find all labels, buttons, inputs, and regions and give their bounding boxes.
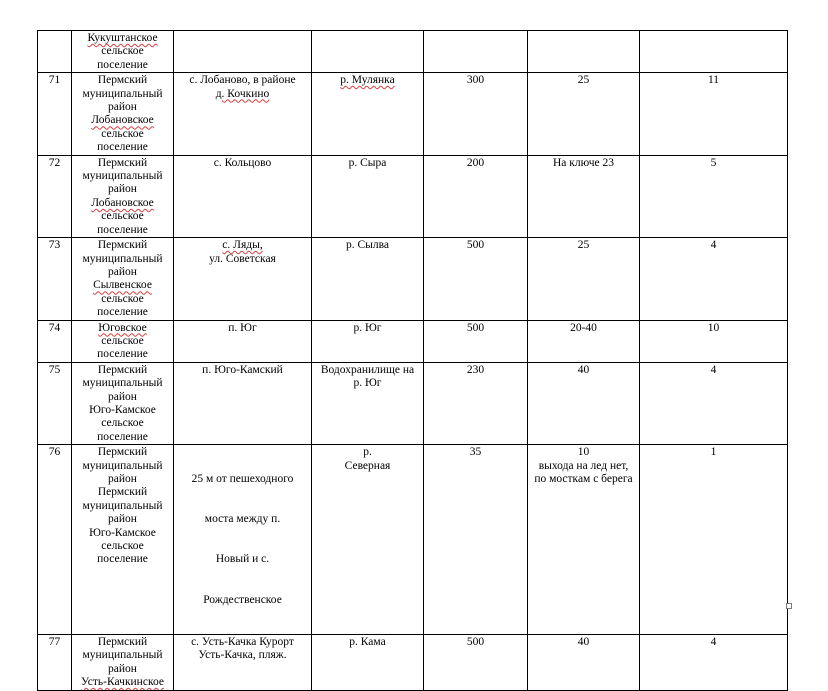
cell-location: п. Юг	[174, 320, 312, 362]
table-row	[38, 73, 788, 155]
cell-location	[174, 31, 312, 73]
cell-district: Пермский муниципальный район Лобановское сельское поселение	[72, 155, 174, 237]
table-row	[38, 238, 788, 320]
table-row	[38, 31, 788, 73]
cell-water-body: р. Юг	[312, 320, 424, 362]
cell-col5: 300	[424, 73, 528, 155]
cell-col7: 11	[640, 73, 788, 155]
table-row	[38, 155, 788, 237]
cell-col6: 25	[528, 73, 640, 155]
cell-col6: 25	[528, 238, 640, 320]
cell-location: п. Юго-Камский	[174, 362, 312, 444]
cell-district: Кукуштанское сельское поселение	[72, 31, 174, 73]
beaches-table	[37, 30, 788, 691]
cell-col5: 230	[424, 362, 528, 444]
cell-col5: 500	[424, 238, 528, 320]
cell-col7: 4	[640, 634, 788, 690]
cell-water-body: р. Сылва	[312, 238, 424, 320]
cell-col5: 200	[424, 155, 528, 237]
cell-col7: 1	[640, 445, 788, 635]
cell-district: Пермский муниципальный район Усть-Качкинское	[72, 634, 174, 690]
cell-location: с. Лобаново, в районе д. Кочкино	[174, 73, 312, 155]
cell-district: Пермский муниципальный район Лобановское сельское поселение	[72, 73, 174, 155]
cell-num: 71	[38, 73, 72, 155]
cell-num: 77	[38, 634, 72, 690]
cell-water-body: Водохранилище на р. Юг	[312, 362, 424, 444]
cell-water-body: р. Кама	[312, 634, 424, 690]
cell-col7: 4	[640, 362, 788, 444]
cell-num: 73	[38, 238, 72, 320]
cell-water-body: р. Сыра	[312, 155, 424, 237]
cell-num: 72	[38, 155, 72, 237]
cell-col7	[640, 31, 788, 73]
table-resize-handle[interactable]	[786, 603, 792, 609]
cell-location: с. Кольцово	[174, 155, 312, 237]
cell-col6: На ключе 23	[528, 155, 640, 237]
cell-col7: 5	[640, 155, 788, 237]
table-row	[38, 362, 788, 444]
cell-col6: 40	[528, 362, 640, 444]
cell-district: Юговское сельское поселение	[72, 320, 174, 362]
cell-col6	[528, 31, 640, 73]
cell-water-body	[312, 31, 424, 73]
cell-col6: 40	[528, 634, 640, 690]
cell-col6: 20-40	[528, 320, 640, 362]
table-row	[38, 320, 788, 362]
table-row	[38, 634, 788, 690]
cell-location: с. Усть-Качка Курорт Усть-Качка, пляж.	[174, 634, 312, 690]
cell-district: Пермский муниципальный район Пермский муниципальный район Юго-Камское сельское поселение	[72, 445, 174, 635]
cell-col5: 500	[424, 320, 528, 362]
cell-col5: 35	[424, 445, 528, 635]
cell-num	[38, 31, 72, 73]
cell-col7: 4	[640, 238, 788, 320]
cell-col5: 500	[424, 634, 528, 690]
cell-district: Пермский муниципальный район Юго-Камское сельское поселение	[72, 362, 174, 444]
cell-num: 74	[38, 320, 72, 362]
cell-num: 76	[38, 445, 72, 635]
cell-location: с. Ляды, ул. Советская	[174, 238, 312, 320]
cell-water-body: р. Мулянка	[312, 73, 424, 155]
cell-water-body: р. Северная	[312, 445, 424, 635]
table-row	[38, 445, 788, 635]
cell-col7: 10	[640, 320, 788, 362]
cell-col5	[424, 31, 528, 73]
cell-col6: 10 выхода на лед нет, по мосткам с берега	[528, 445, 640, 635]
cell-district: Пермский муниципальный район Сылвенское сельское поселение	[72, 238, 174, 320]
cell-num: 75	[38, 362, 72, 444]
cell-location: 25 м от пешеходного моста между п. Новый и с. Рождественское	[174, 445, 312, 635]
